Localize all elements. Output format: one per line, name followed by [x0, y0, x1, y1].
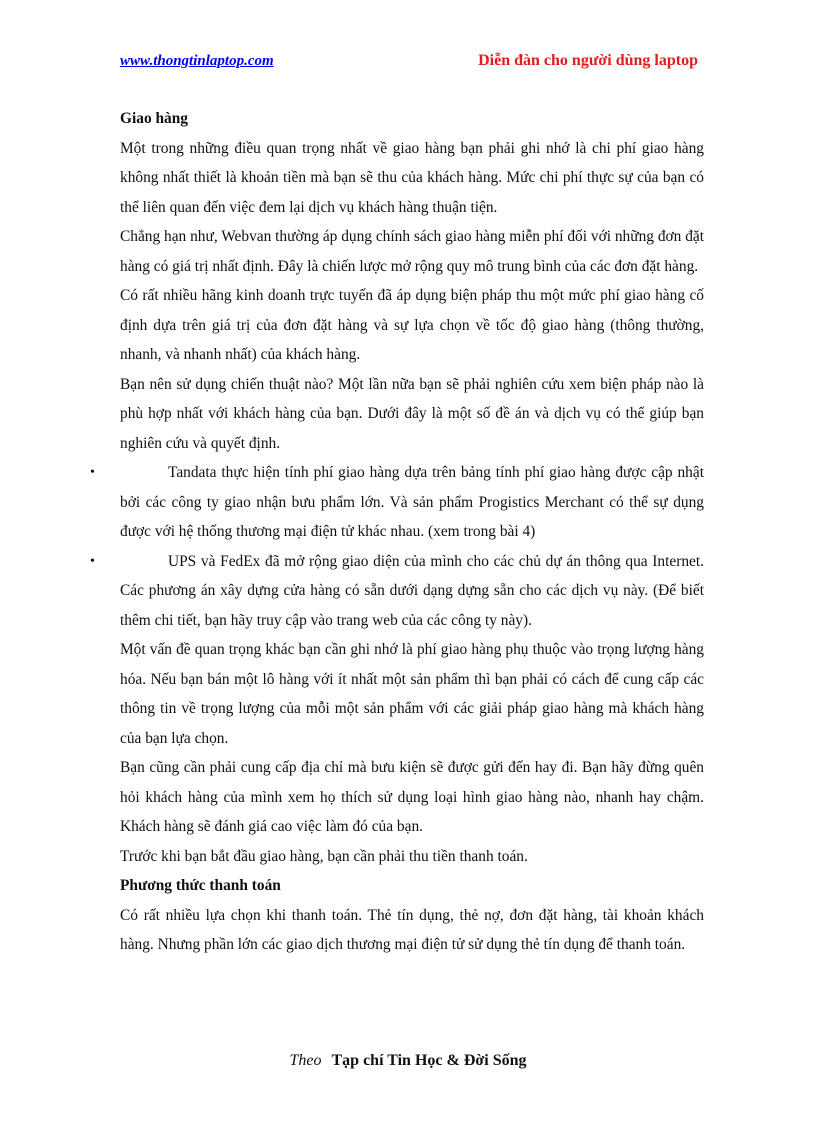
site-link[interactable]: www.thongtinlaptop.com — [120, 53, 274, 69]
footer-magazine: Tạp chí Tin Học & Đời Sống — [331, 1052, 527, 1069]
section-title-delivery: Giao hàng — [120, 110, 188, 127]
bullet-item — [90, 547, 704, 636]
section-title-payment: Phương thức thanh toán — [120, 877, 281, 894]
bullet-item — [90, 458, 704, 547]
paragraph: Một trong những điều quan trọng nhất về giao hàng bạn phải ghi nhớ là chi phí giao hàng không nhất thiết là khoản tiền mà bạn sẽ thu của khách hàng. Mức chi phí thực sự của bạn có thể liên quan đến việc đem lại dịch vụ khách hàng thuận tiện. — [120, 139, 704, 216]
paragraph: Bạn nên sử dụng chiến thuật nào? Một lần nữa bạn sẽ phải nghiên cứu xem biện pháp nào là phù hợp nhất với khách hàng của bạn. Dưới đây là một số đề án và dịch vụ có thể giúp bạn nghiên cứu và quyết định. — [120, 375, 704, 452]
page-header — [120, 50, 698, 74]
page-footer — [0, 1052, 816, 1070]
bullet-icon: • — [90, 465, 95, 480]
bullet-text: Tandata thực hiện tính phí giao hàng dựa trên bảng tính phí giao hàng được cập nhật bởi các công ty giao nhận bưu phẩm lớn. Và sản phẩm Progistics Merchant có thể sự dụng được với hệ thống thương mại điện tử khác nhau. (xem trong bài 4) — [120, 464, 704, 540]
paragraph: Trước khi bạn bắt đầu giao hàng, bạn cần phải thu tiền thanh toán. — [120, 847, 528, 865]
paragraph: Một vấn đề quan trọng khác bạn cần ghi nhớ là phí giao hàng phụ thuộc vào trọng lượng hàng hóa. Nếu bạn bán một lô hàng với ít nhất một sản phẩm thì bạn phải có cách để cung cấp các thông tin về trọng lượng của mỗi một sản phẩm với các giải pháp giao hàng mà khách hàng của bạn lựa chọn. — [120, 641, 704, 747]
paragraph: Có rất nhiều hãng kinh doanh trực tuyến đã áp dụng biện pháp thu một mức phí giao hàng cố định dựa trên giá trị của đơn đặt hàng và sự lựa chọn về tốc độ giao hàng (thông thường, nhanh, và nhanh nhất) của khách hàng. — [120, 287, 704, 363]
footer-by: Theo — [289, 1052, 322, 1069]
bullet-text: UPS và FedEx đã mở rộng giao diện của mình cho các chủ dự án thông qua Internet. Các phương án xây dựng cửa hàng có sẵn dưới dạng dựng sẵn cho các dịch vụ này. (Để biết thêm chi tiết, bạn hãy truy cập vào trang web của các công ty này). — [120, 552, 704, 629]
article-body — [90, 104, 704, 960]
forum-tagline: Diễn đàn cho người dùng laptop — [478, 52, 698, 69]
paragraph: Có rất nhiều lựa chọn khi thanh toán. Thẻ tín dụng, thẻ nợ, đơn đặt hàng, tài khoản khách hàng. Nhưng phần lớn các giao dịch thương mại điện tử sử dụng thẻ tín dụng để thanh toán. — [120, 906, 704, 953]
bullet-icon: • — [90, 553, 95, 569]
paragraph: Chẳng hạn như, Webvan thường áp dụng chính sách giao hàng miễn phí đối với những đơn đặt hàng có giá trị nhất định. Đây là chiến lược mở rộng quy mô trung bình của các đơn đặt hàng. — [120, 228, 704, 275]
paragraph: Bạn cũng cần phải cung cấp địa chỉ mà bưu kiện sẽ được gửi đến hay đi. Bạn hãy đừng quên hỏi khách hàng của mình xem họ thích sử dụng loại hình giao hàng nào, nhanh hay chậm. Khách hàng sẽ đánh giá cao việc làm đó của bạn. — [120, 759, 704, 835]
